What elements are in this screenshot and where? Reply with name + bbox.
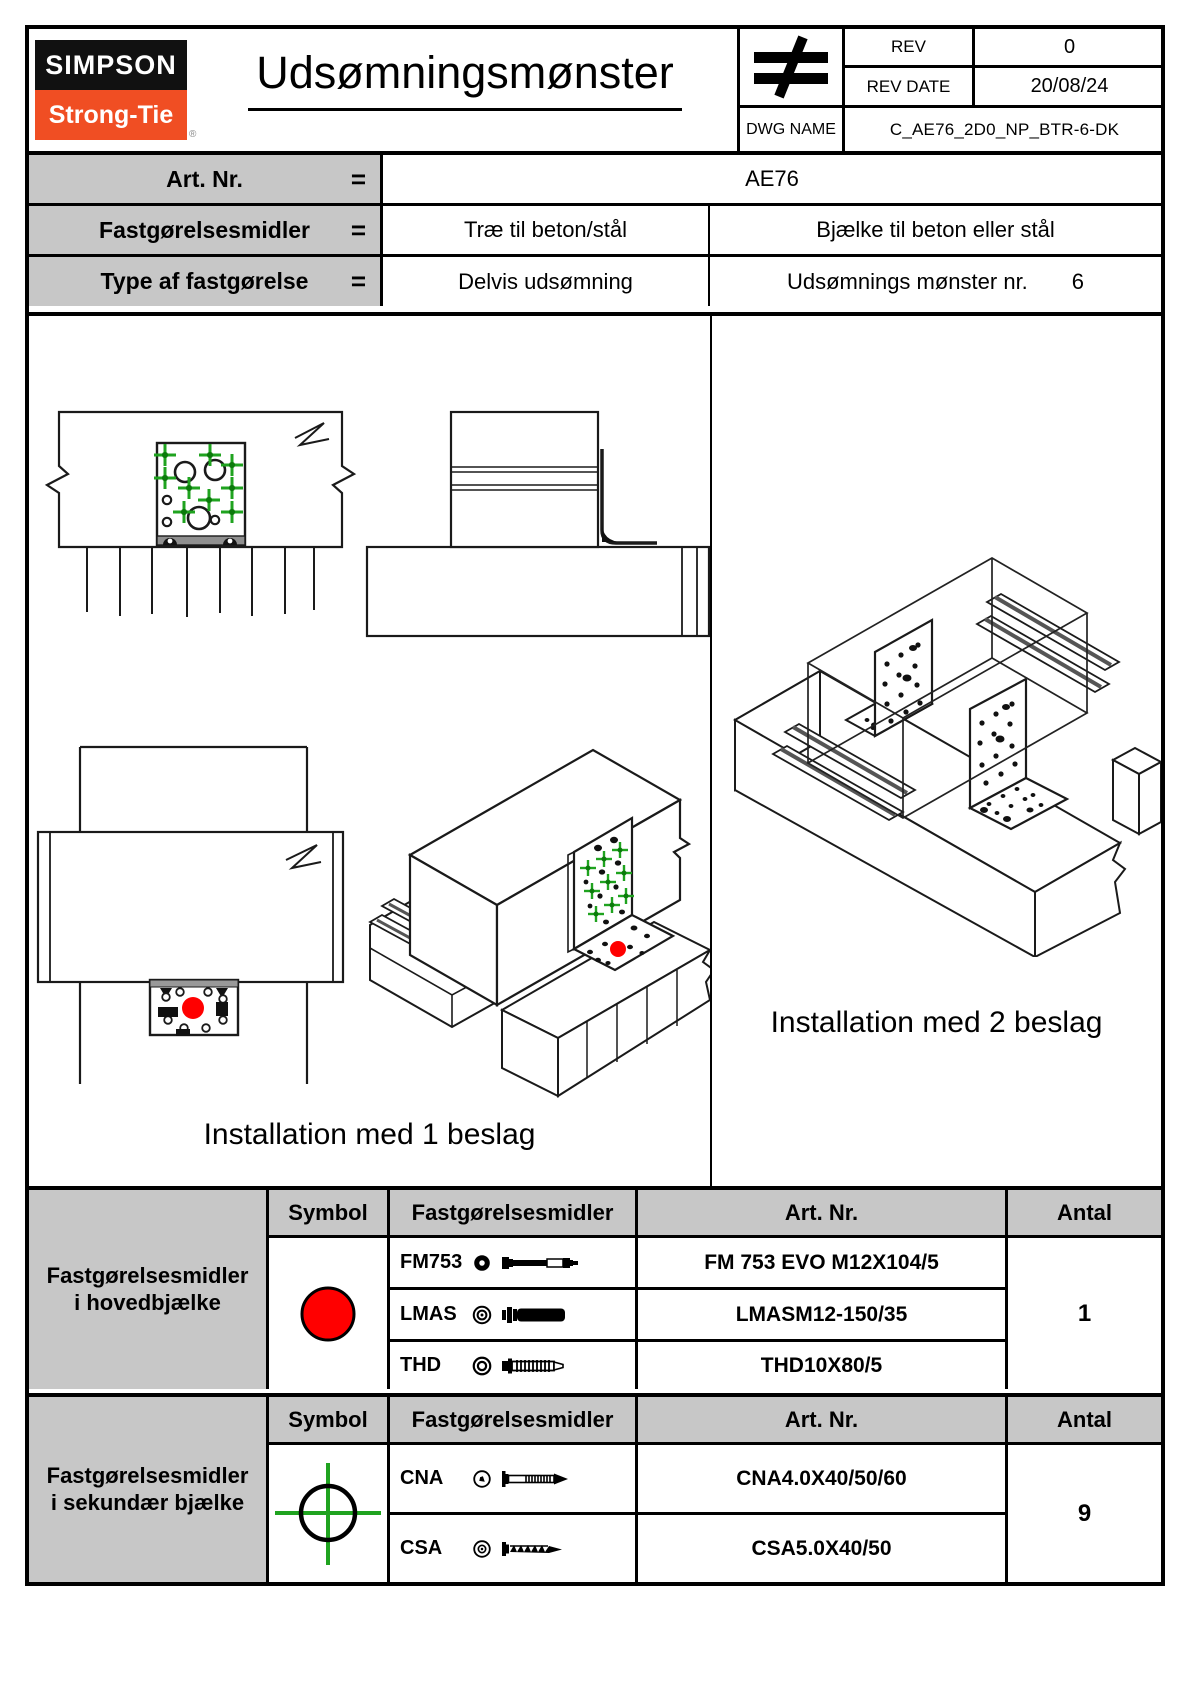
secondary-beam-fastener-table [29,1393,1161,1582]
fm753-bolt-icon [502,1252,580,1274]
pattern-number-label: Udsømnings mønster nr. [786,268,1028,294]
bracket-near [970,679,1067,829]
main-beam-fastener-table [29,1186,1161,1389]
col-header-symbol: Symbol [269,1397,390,1445]
rev-value: 0 [1063,35,1076,58]
fastening-type-value-left: Delvis udsømning [383,257,710,306]
cna-nail-icon [502,1468,572,1490]
art-nr-cell: CSA5.0X40/50 [638,1515,1008,1582]
fastener-code: CNA [400,1467,444,1489]
rev-label: REV [845,29,975,65]
csa-screw-icon [502,1538,566,1560]
fastener-row-cna [390,1445,638,1515]
thd-screw-icon [502,1355,568,1377]
main-anchor-marker [182,997,204,1019]
fm753-head-icon [471,1252,493,1274]
support-block [367,547,709,636]
fasteners-value-right: Bjælke til beton eller stål [816,217,1055,242]
col-header-fasteners: Fastgørelsesmidler [390,1397,638,1445]
group-label-main: Fastgørelsesmidler i hovedbjælke [29,1190,269,1389]
col-header-art-nr: Art. Nr. [638,1190,1008,1238]
art-nr-value: AE76 [745,166,799,191]
rev-date-row [845,68,1164,108]
col-header-art-nr: Art. Nr. [638,1397,1008,1445]
angle-bracket-profile [602,449,657,543]
red-dot-symbol-icon [292,1278,364,1350]
pattern-number-cell [710,257,1161,306]
front-view-drawing [37,378,359,623]
fastener-row-csa [390,1515,638,1582]
drawing-area [29,312,1161,1186]
crosshair-symbol-icon [269,1459,387,1569]
panel-divider [710,316,712,1186]
isometric-one-bracket-drawing [362,700,710,1100]
col-header-fasteners: Fastgørelsesmidler [390,1190,638,1238]
fasteners-row [29,206,1161,257]
rev-row [845,29,1164,68]
rev-date-value: 20/08/24 [1030,75,1109,97]
strongtie-logo [35,90,187,140]
fastener-code: LMAS [400,1303,457,1325]
fastening-type-label-cell: Type af fastgørelse = [29,257,383,306]
fastener-code: CSA [400,1537,443,1559]
dwg-name-value: C_AE76_2D0_NP_BTR-6-DK [889,119,1120,139]
caption-one-bracket: Installation med 1 beslag [203,1118,536,1151]
not-equal-icon [754,40,828,94]
csa-head-icon [471,1538,493,1560]
equals-sign: = [350,214,366,245]
registered-mark: ® [189,129,197,140]
col-header-qty: Antal [1008,1397,1161,1445]
qty-cell-secondary: 9 [1077,1499,1092,1527]
info-table [29,151,1161,312]
cna-head-icon [471,1468,493,1490]
fastener-row-lmas [390,1290,638,1342]
lmas-head-icon [471,1304,493,1326]
fastener-code: FM753 [400,1251,463,1273]
sheet-frame [25,25,1165,1586]
page-title: Udsømningsmønster [199,47,731,111]
art-nr-label-cell: Art. Nr. = [29,155,383,203]
symbol-cell-main [269,1238,390,1389]
bracket-far [846,620,932,736]
art-nr-cell: FM 753 EVO M12X104/5 [638,1238,1008,1290]
col-header-symbol: Symbol [269,1190,390,1238]
side-view-drawing [335,372,710,638]
symbol-cell-secondary [269,1445,390,1582]
not-equal-cell [740,29,845,108]
qty-cell-main: 1 [1077,1299,1092,1327]
art-nr-cell: CNA4.0X40/50/60 [638,1445,1008,1515]
support-planks [87,547,314,617]
equals-sign: = [350,163,366,194]
fasteners-value-left: Træ til beton/stål [383,206,710,254]
dwg-name-label: DWG NAME [740,108,845,151]
caption-two-brackets: Installation med 2 beslag [770,1006,1103,1039]
logo-text-simpson: SIMPSON [45,49,177,80]
art-nr-cell: THD10X80/5 [638,1342,1008,1389]
art-nr-row [29,155,1161,206]
fastening-type-row [29,257,1161,306]
lmas-bolt-icon [502,1304,572,1326]
rev-date-label: REV DATE [845,68,975,105]
fastener-row-thd [390,1342,638,1389]
fastener-code: THD [400,1354,442,1376]
main-anchor-marker [610,941,626,957]
simpson-logo [35,40,187,90]
main-support [735,671,1161,957]
logo-text-strongtie: Strong-Tie [48,100,174,129]
equals-sign: = [350,266,366,296]
pattern-number-value: 6 [1071,268,1085,294]
fasteners-label-cell: Fastgørelsesmidler = [29,206,383,254]
revision-block [737,29,1161,151]
plan-view-drawing [30,692,350,1092]
fastener-row-fm753 [390,1238,638,1290]
group-label-secondary: Fastgørelsesmidler i sekundær bjælke [29,1397,269,1582]
beam-section [451,412,598,547]
art-nr-cell: LMASM12-150/35 [638,1290,1008,1342]
col-header-qty: Antal [1008,1190,1161,1238]
bracket-fillet [602,522,623,542]
title-block [29,29,1161,151]
thd-head-icon [471,1355,493,1377]
isometric-two-brackets-drawing [715,492,1161,957]
